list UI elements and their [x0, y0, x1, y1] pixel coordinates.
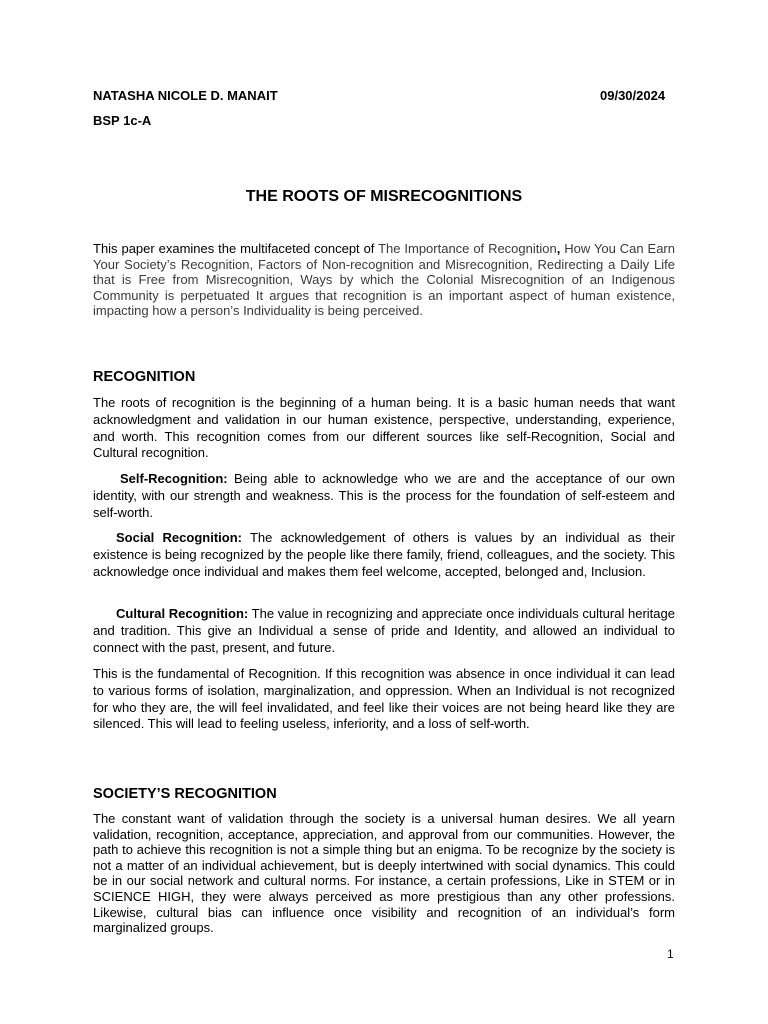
- social-recognition-paragraph: [93, 530, 675, 580]
- class-section: BSP 1c-A: [93, 113, 152, 128]
- social-recognition-text: The acknowledgement of others is values by an individual as their existence is being recognized by the people like there family, friend, colleagues, and the society. This acknowledge once individual and makes them feel welcome, accepted, belonged and, Inclusion.: [93, 530, 675, 579]
- author-name: NATASHA NICOLE D. MANAIT: [93, 88, 278, 103]
- document-title: THE ROOTS OF MISRECOGNITIONS: [245, 188, 523, 205]
- abstract-comma: ,: [556, 241, 561, 256]
- social-recognition-label: Social Recognition:: [116, 530, 242, 545]
- cultural-recognition-paragraph: [93, 606, 675, 656]
- abstract-paragraph: [93, 241, 675, 319]
- society-heading: SOCIETY’S RECOGNITION: [93, 786, 277, 802]
- document-date: 09/30/2024: [600, 88, 666, 103]
- page-number: 1: [667, 947, 674, 961]
- self-recognition-text: Being able to acknowledge who we are and the acceptance of our own identity, with our strength and weakness. This is the process for the foundation of self-esteem and self-worth.: [93, 471, 675, 520]
- recognition-heading: RECOGNITION: [93, 369, 196, 385]
- self-recognition-label: Self-Recognition:: [120, 471, 228, 486]
- recognition-paragraph-2: This is the fundamental of Recognition. If this recognition was absence in once individual it can lead to various forms of isolation, marginalization, and oppression. When an Individual is not recognized for who they are, the will feel invalidated, and feel like their voices are not being heard like they are silenced. This will lead to feeling useless, inferiority, and a loss of self-worth.: [93, 666, 675, 732]
- abstract-intro: This paper examines the multifaceted concept of: [93, 241, 379, 256]
- cultural-recognition-label: Cultural Recognition:: [116, 606, 249, 621]
- self-recognition-paragraph: [93, 471, 675, 521]
- recognition-paragraph-1: The roots of recognition is the beginning of a human being. It is a basic human needs that want acknowledgment and validation in our human existence, perspective, understanding, experience, and worth. This recognition comes from our different sources like self-Recognition, Social and Cultural recognition.: [93, 395, 675, 461]
- abstract-topic: The Importance of Recognition: [378, 241, 557, 256]
- cultural-recognition-text: The value in recognizing and appreciate once individuals cultural heritage and tradition. This give an Individual a sense of pride and Identity, and allowed an individual to connect with the past, present, and future.: [93, 606, 675, 655]
- society-paragraph-1: The constant want of validation through the society is a universal human desires. We all yearn validation, recognition, acceptance, appreciation, and approval from our communities. However, the path to achieve this recognition is not a simple thing but an enigma. To be recognize by the society is not a matter of an individual achievement, but is deeply intertwined with social dynamics. This could be in our social network and cultural norms. For instance, a certain professions, Like in STEM or in SCIENCE HIGH, they were always perceived as more prestigious than any other professions. Likewise, cultural bias can influence once visibility and recognition of an individual’s form marginalized groups.: [93, 811, 675, 936]
- abstract-rest: How You Can Earn Your Society’s Recognition, Factors of Non-recognition and Misrecognition, Redirecting a Daily Life that is Free from Misrecognition, Ways by which the Colonial Misrecognition of an Indigenous Community is perpetuated It argues that recognition is an important aspect of human existence, impacting how a person’s Individuality is being perceived.: [93, 241, 675, 319]
